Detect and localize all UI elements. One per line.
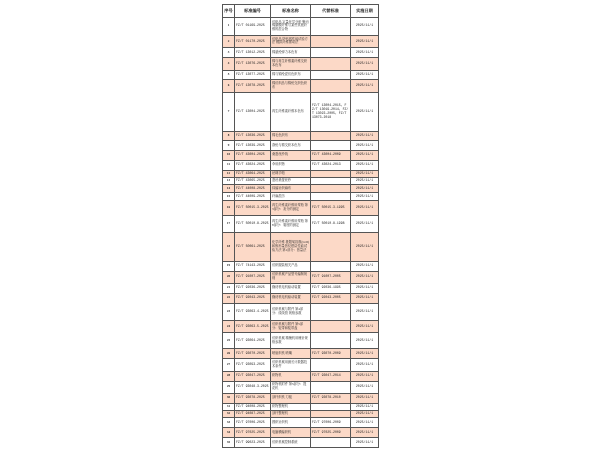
cell-date: 2025/11/1 xyxy=(351,80,379,92)
cell-name: 纺织机械与附件 第5部分：锭带和锭带盘 xyxy=(271,320,311,333)
cell-name: 蚕丝桑蚕丝纱 xyxy=(271,177,311,184)
cell-date: 2025/11/1 xyxy=(351,170,379,177)
cell-name: 纺织机械用测长计数器技术条件 xyxy=(271,358,311,371)
table-row xyxy=(223,437,379,447)
cell-code: FZ/T 43024-2025 xyxy=(235,160,271,170)
cell-date: 2025/11/1 xyxy=(351,320,379,333)
cell-replaced: FZ/T 97025-2009 xyxy=(311,427,351,437)
standards-table xyxy=(222,4,379,448)
cell-date: 2025/11/1 xyxy=(351,410,379,417)
cell-name: 纺织机械产品型号编制规则 xyxy=(271,271,311,283)
cell-name: 纺织品 定量化学分析 聚丙烯腈酸纤维与某些其他纤维的混合物 xyxy=(271,18,311,36)
cell-number: 9 xyxy=(223,140,235,150)
cell-replaced: FZ/T 13004-2015, FZ/T 13019-2014, FZ/T 13023-2005, FZ/T 13073-2018 xyxy=(311,92,351,132)
cell-code: FZ/T 50015.3-2025 xyxy=(235,200,271,216)
cell-name: 棉纺织品与锦纶交织色织布 xyxy=(271,80,311,92)
cell-number: 5 xyxy=(223,70,235,80)
table-row xyxy=(223,216,379,233)
cell-code: FZ/T 43064-2025 xyxy=(235,170,271,177)
cell-number: 31 xyxy=(223,403,235,410)
cell-name: 织物机 xyxy=(271,371,311,381)
cell-code: FZ/T 13077-2025 xyxy=(235,70,271,80)
table-row xyxy=(223,427,379,437)
cell-number: 2 xyxy=(223,35,235,48)
cell-name: 纤麻混纺 xyxy=(271,193,311,200)
cell-number: 26 xyxy=(223,349,235,359)
cell-date: 2025/11/1 xyxy=(351,132,379,141)
cell-date: 2025/11/1 xyxy=(351,58,379,70)
cell-date: 2025/11/1 xyxy=(351,371,379,381)
cell-date: 2025/11/1 xyxy=(351,427,379,437)
cell-date: 2025/11/1 xyxy=(351,418,379,428)
cell-number: 30 xyxy=(223,393,235,403)
cell-replaced xyxy=(311,333,351,349)
cell-code: FZ/T 43004-2025 xyxy=(235,150,271,160)
cell-code: FZ/T 93063.5-2025 xyxy=(235,320,271,333)
table-row xyxy=(223,170,379,177)
cell-replaced xyxy=(311,320,351,333)
cell-replaced xyxy=(311,410,351,417)
cell-code: FZ/T 13078-2025 xyxy=(235,80,271,92)
cell-code: FZ/T 93047-2025 xyxy=(235,371,271,381)
table-row xyxy=(223,132,379,141)
cell-name: 剑杆整理机 xyxy=(271,410,311,417)
cell-name: 纬编针织麻布 xyxy=(271,184,311,193)
cell-name: 丝绸手帕 xyxy=(271,170,311,177)
cell-name: 纺织机械控制系统 xyxy=(271,437,311,447)
cell-replaced xyxy=(311,177,351,184)
cell-date: 2025/11/1 xyxy=(351,18,379,36)
cell-number: 10 xyxy=(223,150,235,160)
cell-number: 25 xyxy=(223,333,235,349)
table-row xyxy=(223,48,379,58)
cell-code: FZ/T 93063.4-2025 xyxy=(235,303,271,320)
cell-number: 23 xyxy=(223,303,235,320)
cell-code: FZ/T 93070-2025 xyxy=(235,349,271,359)
cell-number: 12 xyxy=(223,170,235,177)
cell-code: FZ/T 13039-2025 xyxy=(235,140,271,150)
cell-number: 35 xyxy=(223,437,235,447)
column-header-replaced: 代替标准 xyxy=(311,5,351,18)
cell-code: FZ/T 97006-2025 xyxy=(235,418,271,428)
cell-name: 织物整理机 xyxy=(271,403,311,410)
table-row xyxy=(223,418,379,428)
cell-date: 2025/11/1 xyxy=(351,48,379,58)
cell-code: FZ/T 93048.3-2025 xyxy=(235,381,271,393)
cell-replaced: FZ/T 50010.8-1998 xyxy=(311,216,351,233)
cell-code: FZ/T 01169-2025 xyxy=(235,18,271,36)
cell-number: 17 xyxy=(223,216,235,233)
column-header-date: 实施日期 xyxy=(351,5,379,18)
cell-date: 2025/11/1 xyxy=(351,381,379,393)
cell-replaced xyxy=(311,80,351,92)
cell-code: FZ/T 91007-2025 xyxy=(235,271,271,283)
cell-code: FZ/T 93064-2025 xyxy=(235,333,271,349)
cell-replaced xyxy=(311,70,351,80)
cell-date: 2025/11/1 xyxy=(351,140,379,150)
cell-replaced: FZ/T 93078-2010 xyxy=(311,393,351,403)
cell-name: 棉与再生纤维素纤维交织本色布 xyxy=(271,58,311,70)
cell-number: 4 xyxy=(223,58,235,70)
cell-date: 2025/11/1 xyxy=(351,283,379,293)
cell-name: 电脑横编织机 xyxy=(271,427,311,437)
cell-date: 2025/11/1 xyxy=(351,393,379,403)
cell-replaced xyxy=(311,403,351,410)
table-row xyxy=(223,58,379,70)
cell-number: 32 xyxy=(223,410,235,417)
cell-name: 再生纤维素纤维用浆粕 第8部分：黏度的测定 xyxy=(271,216,311,233)
cell-number: 7 xyxy=(223,92,235,132)
standards-table-sheet xyxy=(222,4,378,448)
cell-code: FZ/T 44008-2025 xyxy=(235,184,271,193)
cell-date: 2025/11/1 xyxy=(351,177,379,184)
table-body xyxy=(223,18,379,448)
cell-replaced: FZ/T 92043-2005 xyxy=(311,293,351,303)
table-row xyxy=(223,80,379,92)
cell-date: 2025/11/1 xyxy=(351,216,379,233)
cell-code: FZ/T 44009-2025 xyxy=(235,193,271,200)
cell-code: FZ/T 93093-2025 xyxy=(235,358,271,371)
cell-code: FZ/T 50010.8-2025 xyxy=(235,216,271,233)
cell-name: 纺织机械 精梳机用梳针规格参数 xyxy=(271,333,311,349)
cell-code: FZ/T 13076-2025 xyxy=(235,58,271,70)
cell-date: 2025/11/1 xyxy=(351,403,379,410)
cell-replaced: FZ/T 93047-2014 xyxy=(311,371,351,381)
cell-date: 2025/11/1 xyxy=(351,184,379,193)
cell-date: 2025/11/1 xyxy=(351,271,379,283)
cell-number: 27 xyxy=(223,358,235,371)
cell-replaced xyxy=(311,193,351,200)
cell-number: 29 xyxy=(223,381,235,393)
cell-number: 13 xyxy=(223,177,235,184)
cell-replaced xyxy=(311,233,351,261)
cell-date: 2025/11/1 xyxy=(351,233,379,261)
cell-name: 涤纶与棉交织本色布 xyxy=(271,140,311,150)
table-row xyxy=(223,303,379,320)
table-row xyxy=(223,35,379,48)
cell-code: FZ/T 94008-2025 xyxy=(235,403,271,410)
cell-date: 2025/11/1 xyxy=(351,70,379,80)
cell-number: 34 xyxy=(223,427,235,437)
cell-code: FZ/T 94087-2025 xyxy=(235,410,271,417)
cell-number: 19 xyxy=(223,261,235,271)
cell-name: 喷射织机 喷嘴 xyxy=(271,349,311,359)
cell-replaced: FZ/T 43004-2009 xyxy=(311,150,351,160)
cell-replaced xyxy=(311,35,351,48)
cell-replaced: FZ/T 97006-2009 xyxy=(311,418,351,428)
table-row xyxy=(223,177,379,184)
cell-date: 2025/11/1 xyxy=(351,333,379,349)
cell-code: FZ/T 01170-2025 xyxy=(235,35,271,48)
cell-name: 圆织针织机 xyxy=(271,418,311,428)
table-row xyxy=(223,150,379,160)
column-header-name: 标准名称 xyxy=(271,5,311,18)
cell-date: 2025/11/1 xyxy=(351,437,379,447)
cell-replaced: FZ/T 43024-2013 xyxy=(311,160,351,170)
cell-code: FZ/T 93078-2025 xyxy=(235,393,271,403)
table-row xyxy=(223,333,379,349)
cell-name: 桑蚕丝纱线 xyxy=(271,150,311,160)
cell-name: 缝纫机电机驱动装置 xyxy=(271,283,311,293)
cell-date: 2025/11/1 xyxy=(351,349,379,359)
cell-name: 纺织机械与附件 第4部分：绕线管 规格参数 xyxy=(271,303,311,320)
table-row xyxy=(223,410,379,417)
cell-number: 1 xyxy=(223,18,235,36)
table-row xyxy=(223,393,379,403)
table-row xyxy=(223,70,379,80)
cell-number: 11 xyxy=(223,160,235,170)
cell-number: 20 xyxy=(223,271,235,283)
cell-number: 33 xyxy=(223,418,235,428)
cell-date: 2025/11/1 xyxy=(351,303,379,320)
cell-replaced xyxy=(311,303,351,320)
cell-name: 棉毛色织布 xyxy=(271,132,311,141)
table-row xyxy=(223,193,379,200)
cell-replaced xyxy=(311,58,351,70)
cell-name: 化学纤维 极限氧指数(LOI)和锥形量热仪燃烧性能试验方法 第1部分：热量法 xyxy=(271,233,311,261)
cell-name: 再生纤维素纤维用浆粕 第3部分：灰分的测定 xyxy=(271,200,311,216)
cell-number: 15 xyxy=(223,193,235,200)
cell-date: 2025/11/1 xyxy=(351,150,379,160)
table-row xyxy=(223,371,379,381)
table-row xyxy=(223,261,379,271)
cell-date: 2025/11/1 xyxy=(351,92,379,132)
cell-number: 18 xyxy=(223,233,235,261)
cell-replaced: FZ/T 93070-2009 xyxy=(311,349,351,359)
cell-name: 纺织服装相关产品 xyxy=(271,261,311,271)
table-row xyxy=(223,349,379,359)
cell-name: 剑杆织机 刀板 xyxy=(271,393,311,403)
cell-date: 2025/11/1 xyxy=(351,160,379,170)
cell-code: FZ/T 92036-2025 xyxy=(235,283,271,293)
cell-replaced xyxy=(311,358,351,371)
cell-replaced xyxy=(311,48,351,58)
cell-name: 再生纤维素纤维本色布 xyxy=(271,92,311,132)
cell-code: FZ/T 97025-2025 xyxy=(235,427,271,437)
cell-date: 2025/11/1 xyxy=(351,358,379,371)
cell-replaced xyxy=(311,381,351,393)
cell-code: FZ/T 13012-2025 xyxy=(235,48,271,58)
table-row xyxy=(223,403,379,410)
cell-number: 24 xyxy=(223,320,235,333)
cell-code: FZ/T 43065-2025 xyxy=(235,177,271,184)
table-row xyxy=(223,18,379,36)
cell-number: 14 xyxy=(223,184,235,193)
cell-code: FZ/T 92043-2025 xyxy=(235,293,271,303)
cell-replaced xyxy=(311,261,351,271)
cell-name: 伞用织物 xyxy=(271,160,311,170)
table-row xyxy=(223,381,379,393)
cell-code: FZ/T 13004-2025 xyxy=(235,92,271,132)
cell-replaced: FZ/T 50015.3-1995 xyxy=(311,200,351,216)
table-row xyxy=(223,320,379,333)
cell-code: FZ/T 13036-2025 xyxy=(235,132,271,141)
cell-name: 棉与锦纶混纺色织布 xyxy=(271,70,311,80)
table-row xyxy=(223,283,379,293)
cell-replaced xyxy=(311,184,351,193)
table-row xyxy=(223,233,379,261)
cell-replaced xyxy=(311,140,351,150)
table-row xyxy=(223,293,379,303)
cell-number: 22 xyxy=(223,293,235,303)
cell-number: 16 xyxy=(223,200,235,216)
cell-name: 缝纫机电机驱动装置 xyxy=(271,293,311,303)
cell-number: 28 xyxy=(223,371,235,381)
column-header-number: 序号 xyxy=(223,5,235,18)
cell-date: 2025/11/1 xyxy=(351,193,379,200)
cell-date: 2025/11/1 xyxy=(351,35,379,48)
cell-replaced xyxy=(311,18,351,36)
cell-date: 2025/11/1 xyxy=(351,293,379,303)
table-header-row xyxy=(223,5,379,18)
cell-date: 2025/11/1 xyxy=(351,200,379,216)
table-row xyxy=(223,160,379,170)
cell-replaced xyxy=(311,132,351,141)
cell-replaced xyxy=(311,170,351,177)
cell-name: 纺织品 防钻绒性能试验方法 模拟纤维摆动法 xyxy=(271,35,311,48)
cell-number: 3 xyxy=(223,48,235,58)
table-row xyxy=(223,271,379,283)
table-row xyxy=(223,200,379,216)
cell-code: FZ/T 50061-2025 xyxy=(235,233,271,261)
cell-number: 21 xyxy=(223,283,235,293)
cell-date: 2025/11/1 xyxy=(351,261,379,271)
table-row xyxy=(223,184,379,193)
cell-name: 棉氨纶弹力本色布 xyxy=(271,48,311,58)
cell-replaced xyxy=(311,437,351,447)
cell-number: 6 xyxy=(223,80,235,92)
cell-code: FZ/T 74143-2025 xyxy=(235,261,271,271)
cell-code: FZ/T 99023-2025 xyxy=(235,437,271,447)
table-row xyxy=(223,92,379,132)
cell-replaced: FZ/T 92036-1995 xyxy=(311,283,351,293)
cell-number: 8 xyxy=(223,132,235,141)
column-header-code: 标准编号 xyxy=(235,5,271,18)
cell-name: 织物机附件 第3部分：提花机 xyxy=(271,381,311,393)
table-row xyxy=(223,358,379,371)
cell-replaced: FZ/T 91007-2005 xyxy=(311,271,351,283)
table-row xyxy=(223,140,379,150)
